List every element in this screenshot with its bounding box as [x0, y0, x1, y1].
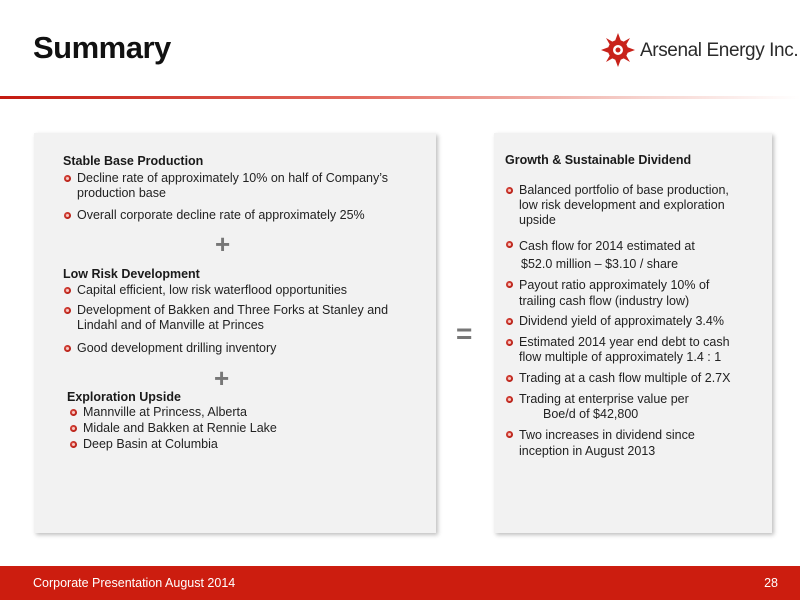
bullet-icon	[506, 396, 513, 403]
list-item: Midale and Bakken at Rennie Lake	[83, 421, 277, 435]
slide-title: Summary	[33, 30, 171, 65]
bullet-icon	[506, 339, 513, 346]
bullet-icon	[64, 175, 71, 182]
list-item: Good development drilling inventory	[77, 341, 277, 355]
section-heading-stable-base: Stable Base Production	[63, 154, 204, 168]
equals-icon: =	[456, 318, 473, 349]
bullet-icon	[506, 241, 513, 248]
bullet-icon	[506, 431, 513, 438]
left-panel	[34, 133, 436, 533]
bullet-icon	[64, 307, 71, 314]
list-item: Mannville at Princess, Alberta	[83, 405, 247, 419]
list-item: Trading at a cash flow multiple of 2.7X	[519, 371, 731, 385]
list-item: Overall corporate decline rate of approximately 25%	[77, 208, 365, 222]
bullet-icon	[70, 425, 77, 432]
footer-bar	[0, 566, 800, 600]
footer-text: Corporate Presentation August 2014	[33, 576, 236, 590]
list-item: Two increases in dividend since inception in August 2013	[519, 428, 695, 458]
plus-icon: +	[215, 229, 231, 259]
bullet-icon	[64, 212, 71, 219]
list-item: Trading at enterprise value per Boe/d of $42,800	[519, 392, 689, 421]
bullet-icon	[70, 441, 77, 448]
company-logo	[600, 32, 799, 72]
list-item: Capital efficient, low risk waterflood opportunities	[77, 283, 348, 297]
list-item: Decline rate of approximately 10% on half of Company’s production base	[77, 171, 389, 200]
section-heading-exploration: Exploration Upside	[67, 390, 181, 404]
right-panel	[494, 133, 772, 533]
plus-icon: +	[214, 363, 230, 393]
section-heading-low-risk: Low Risk Development	[63, 267, 200, 281]
bullet-icon	[64, 287, 71, 294]
list-item: Dividend yield of approximately 3.4%	[519, 314, 724, 328]
list-item: Balanced portfolio of base production, low risk development and exploration upside	[519, 183, 729, 227]
header-rule	[0, 96, 800, 99]
list-item: Development of Bakken and Three Forks at Stanley and Lindahl and of Manville at Princes	[77, 303, 389, 332]
list-item: Deep Basin at Columbia	[83, 437, 218, 451]
bullet-icon	[506, 187, 513, 194]
list-item: Cash flow for 2014 estimated at $52.0 million – $3.10 / share	[519, 239, 695, 271]
bullet-icon	[64, 345, 71, 352]
list-item: Estimated 2014 year end debt to cash flow multiple of approximately 1.4 : 1	[519, 335, 730, 364]
list-item: Payout ratio approximately 10% of trailing cash flow (industry low)	[519, 278, 710, 308]
bullet-icon	[506, 281, 513, 288]
bullet-icon	[70, 409, 77, 416]
section-heading-growth: Growth & Sustainable Dividend	[505, 153, 692, 167]
bullet-icon	[506, 318, 513, 325]
page-number: 28	[764, 576, 778, 590]
logo-text: Arsenal Energy Inc.	[640, 40, 799, 61]
sunburst-logo-icon	[600, 32, 636, 68]
bullet-icon	[506, 375, 513, 382]
